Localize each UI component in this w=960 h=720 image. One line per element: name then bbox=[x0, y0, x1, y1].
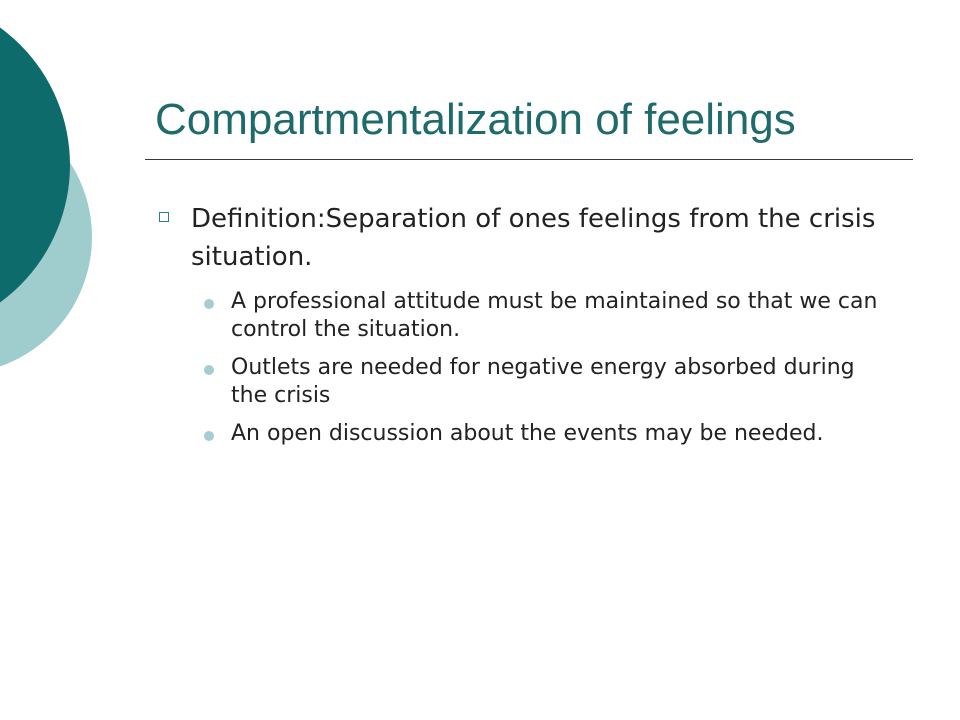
filled-circle-bullet-icon bbox=[204, 431, 214, 441]
sub-bullet-item bbox=[191, 354, 895, 410]
sub-bullet-list bbox=[155, 288, 895, 448]
bullet-definition bbox=[155, 200, 895, 276]
title-divider bbox=[145, 159, 913, 160]
sub-bullet-item bbox=[191, 288, 895, 344]
hollow-square-bullet-icon bbox=[159, 212, 169, 222]
sub-bullet-item bbox=[191, 420, 895, 448]
filled-circle-bullet-icon bbox=[204, 299, 214, 309]
sub-bullet-text: A professional attitude must be maintained so that we can control the situation. bbox=[231, 289, 878, 342]
slide-title: Compartmentalization of feelings bbox=[155, 95, 796, 144]
bullet-text: Definition:Separation of ones feelings from the crisis situation. bbox=[191, 204, 876, 272]
slide-content bbox=[155, 200, 895, 458]
sub-bullet-text: An open discussion about the events may be needed. bbox=[231, 421, 824, 446]
decorative-circles bbox=[0, 0, 120, 400]
sub-bullet-text: Outlets are needed for negative energy absorbed during the crisis bbox=[231, 355, 855, 408]
filled-circle-bullet-icon bbox=[204, 365, 214, 375]
